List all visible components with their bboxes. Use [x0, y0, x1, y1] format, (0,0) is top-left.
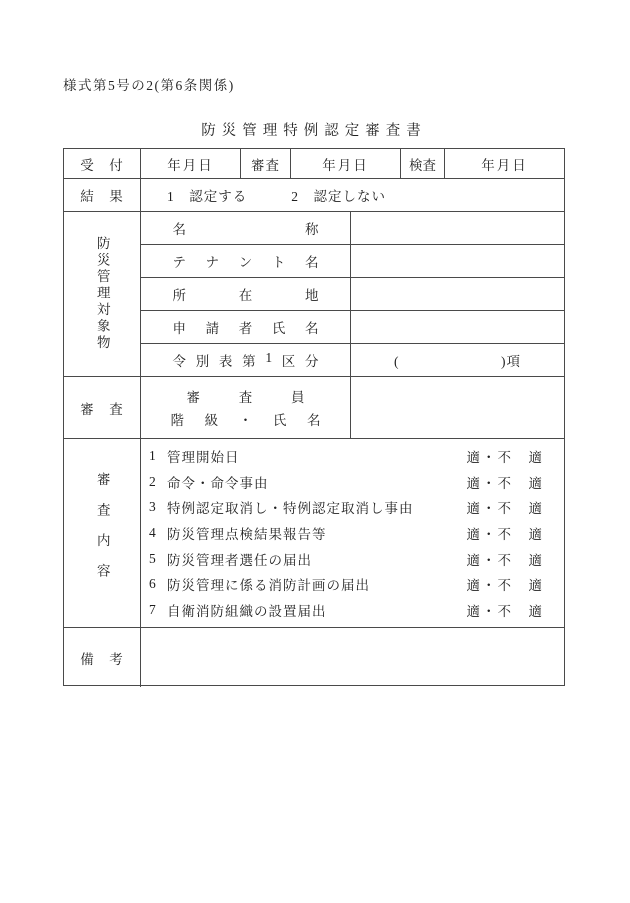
content-section-label-text: 審査内容: [94, 472, 110, 594]
item-number: 1: [149, 447, 156, 463]
examination-table: [63, 148, 565, 686]
reception-row: [64, 149, 564, 179]
item-text: 自衛消防組織の設置届出: [167, 604, 327, 620]
examiner-rank-name-text: 階 級 ・ 氏 名: [170, 413, 321, 428]
form-number-note: 様式第5号の2(第6条関係): [63, 78, 235, 93]
property-value-applicant: [351, 311, 564, 343]
property-field-address: [141, 278, 351, 310]
property-section: [64, 212, 564, 377]
property-field-tenant: [141, 245, 351, 277]
reception-date-cell: 年月日: [141, 149, 241, 178]
property-field-name-text: 名 称: [172, 222, 319, 237]
item-number: 6: [149, 576, 156, 592]
item-result: 適・不 適: [466, 526, 544, 542]
content-item-1: [149, 446, 544, 466]
property-value-name: [351, 212, 564, 244]
item-result: 適・不 適: [466, 578, 544, 594]
result-option-certify: 1 認定する: [167, 189, 248, 204]
result-row: [64, 179, 564, 212]
examiner-value-cell: [351, 377, 564, 438]
property-value-address: [351, 278, 564, 310]
content-item-4: [149, 523, 544, 543]
item-text: 管理開始日: [167, 449, 240, 465]
item-text: 命令・命令事由: [167, 475, 269, 491]
property-section-label: [64, 212, 141, 376]
property-value-classification: ( )項: [394, 354, 521, 369]
examiner-row: [64, 377, 564, 439]
property-row-address: [141, 278, 564, 311]
examiner-title-cell: [141, 377, 351, 438]
item-number: 4: [149, 524, 156, 540]
property-field-name: [141, 212, 351, 244]
content-section: [64, 439, 564, 628]
remarks-value-cell: [141, 628, 564, 687]
property-row-classification: [141, 344, 564, 376]
item-number: 2: [149, 473, 156, 489]
result-option-not-certify: 2 認定しない: [291, 189, 386, 204]
item-text: 防災管理者選任の届出: [167, 552, 312, 568]
form-title: 防災管理特例認定審査書: [201, 123, 427, 139]
remarks-row: [64, 628, 564, 687]
item-text: 防災管理点検結果報告等: [167, 526, 327, 542]
examiner-title-text: 審 査 員: [186, 390, 305, 405]
reception-label-cell: 受 付: [64, 149, 141, 178]
content-items-cell: [141, 439, 564, 627]
property-field-classification: [141, 344, 351, 376]
property-field-applicant-text: 申 請 者 氏 名: [172, 321, 319, 336]
item-result: 適・不 適: [466, 552, 544, 568]
property-field-tenant-text: テ ナ ン ト 名: [172, 255, 319, 270]
content-section-label: [64, 439, 141, 627]
content-item-6: [149, 574, 544, 594]
property-row-name: [141, 212, 564, 245]
property-value-tenant: [351, 245, 564, 277]
item-number: 5: [149, 550, 156, 566]
result-label-cell: 結 果: [64, 179, 141, 211]
remarks-label-cell: 備 考: [64, 628, 141, 687]
result-options-cell: [141, 179, 564, 211]
property-row-tenant: [141, 245, 564, 278]
property-field-address-text: 所 在 地: [172, 288, 319, 303]
content-item-2: [149, 472, 544, 492]
item-result: 適・不 適: [466, 501, 544, 517]
property-rows: [141, 212, 564, 376]
item-result: 適・不 適: [466, 475, 544, 491]
content-item-5: [149, 549, 544, 569]
property-field-classification-text: 令 別 表 第 1 区 分: [172, 350, 319, 369]
item-number: 7: [149, 602, 156, 618]
review-label-cell: 審査: [241, 149, 291, 178]
property-row-applicant: [141, 311, 564, 344]
item-text: 防災管理に係る消防計画の届出: [167, 578, 370, 594]
examiner-label-cell: 審 査: [64, 377, 141, 438]
item-number: 3: [149, 499, 156, 515]
property-section-label-text: 防災管理対象物: [94, 236, 110, 352]
inspection-date-cell: 年月日: [481, 157, 528, 173]
item-result: 適・不 適: [466, 604, 544, 620]
property-field-applicant: [141, 311, 351, 343]
review-date-cell: 年月日: [291, 149, 401, 178]
inspection-label-cell: 検査: [401, 149, 445, 178]
item-text: 特例認定取消し・特例認定取消し事由: [167, 501, 414, 517]
content-item-3: [149, 497, 544, 517]
item-result: 適・不 適: [466, 449, 544, 465]
content-item-7: [149, 600, 544, 620]
